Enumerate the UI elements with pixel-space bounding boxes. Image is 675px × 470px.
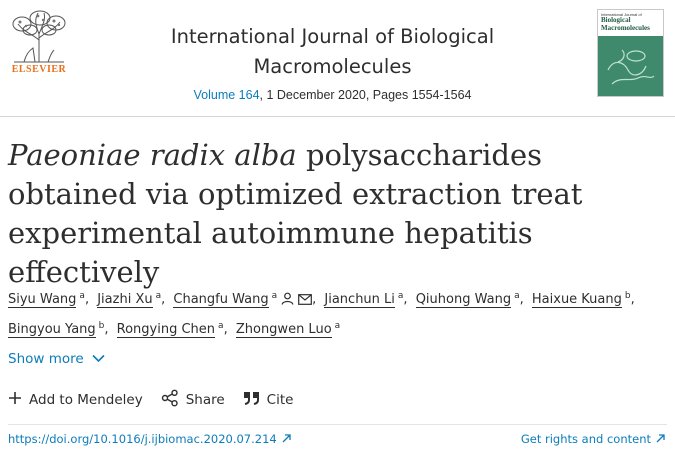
cite-button[interactable] (243, 391, 294, 409)
chevron-down-icon (92, 351, 105, 367)
author-separator: , (312, 292, 317, 307)
author[interactable] (8, 314, 104, 342)
journal-cover[interactable] (597, 9, 664, 97)
volume-link[interactable]: Volume 164 (193, 88, 260, 102)
journal-info (110, 22, 555, 102)
share-button[interactable] (161, 389, 225, 411)
cover-header (598, 10, 663, 36)
author-name[interactable]: Siyu Wang (8, 292, 77, 307)
share-icon (161, 389, 179, 411)
cover-small-text: International Journal of (601, 12, 642, 17)
author-separator: , (223, 322, 228, 337)
author-affiliation[interactable]: b (624, 291, 631, 301)
add-to-mendeley-label: Add to Mendeley (29, 392, 143, 408)
author-separator: , (84, 292, 90, 307)
rights-text: Get rights and content (520, 432, 651, 446)
envelope-icon[interactable] (298, 289, 312, 314)
author-affiliation[interactable]: a (271, 291, 278, 301)
author-name[interactable]: Jiazhi Xu (97, 292, 153, 307)
publisher-name: ELSEVIER (11, 64, 67, 75)
author[interactable] (97, 284, 161, 312)
author-name[interactable]: Changfu Wang (173, 292, 269, 307)
author-affiliation[interactable]: a (397, 291, 404, 301)
journal-title-line2: Macromolecules (253, 55, 412, 78)
author-separator: , (161, 292, 166, 307)
author-name[interactable]: Haixue Kuang (531, 292, 622, 307)
author-name[interactable]: Rongying Chen (116, 322, 216, 337)
author[interactable] (173, 284, 312, 314)
article-actions (8, 389, 311, 411)
author[interactable] (8, 284, 85, 312)
external-link-icon (282, 432, 291, 446)
author-name[interactable]: Qiuhong Wang (415, 292, 512, 307)
author-separator: , (519, 292, 524, 307)
cover-art-icon (602, 40, 660, 94)
author[interactable] (532, 284, 631, 312)
doi-link[interactable] (8, 432, 291, 446)
author-affiliation[interactable]: a (514, 291, 520, 301)
article-title (8, 136, 670, 292)
elsevier-tree-icon (8, 10, 70, 64)
author[interactable] (324, 284, 403, 312)
author-affiliation[interactable]: b (98, 321, 105, 331)
author[interactable] (117, 314, 224, 342)
show-more-label: Show more (8, 351, 84, 367)
issue-meta (110, 88, 555, 102)
author[interactable] (236, 314, 340, 342)
author-affiliation[interactable]: a (155, 291, 162, 301)
author-affiliation[interactable]: a (79, 291, 85, 301)
author-affiliation[interactable]: a (334, 321, 341, 331)
doi-text: https://doi.org/10.1016/j.ijbiomac.2020.07.214 (8, 432, 277, 446)
cover-title-line1: Biological (601, 16, 631, 24)
rights-link[interactable] (521, 432, 665, 446)
add-to-mendeley-button[interactable] (8, 391, 143, 409)
cover-title-line2: Macromolecules (601, 23, 650, 32)
author-separator: , (104, 322, 109, 337)
actions-divider (8, 424, 667, 425)
issue-info: , 1 December 2020, Pages 1554-1564 (259, 88, 472, 102)
person-icon[interactable] (281, 289, 294, 314)
plus-icon (8, 391, 22, 409)
show-more-button[interactable] (8, 351, 105, 367)
author[interactable] (416, 284, 520, 312)
author-name[interactable]: Zhongwen Luo (235, 322, 332, 337)
journal-header (0, 0, 675, 116)
external-link-icon (656, 432, 665, 446)
author-name[interactable]: Jianchun Li (324, 292, 395, 307)
journal-title-line1: International Journal of Biological (170, 25, 495, 48)
journal-title[interactable] (110, 22, 555, 82)
header-divider (0, 116, 675, 117)
author-name[interactable]: Bingyou Yang (8, 322, 96, 337)
author-list (8, 284, 668, 342)
quote-icon (243, 391, 260, 409)
article-title-italic: Paeoniae radix alba (8, 138, 297, 172)
author-separator: , (403, 292, 408, 307)
author-affiliation[interactable]: a (218, 321, 224, 331)
cite-label: Cite (266, 392, 294, 408)
share-label: Share (185, 392, 225, 408)
author-separator: , (630, 292, 635, 307)
article-title-rest: polysaccharides obtained via optimized extraction treat experimental autoimmune hepatitis effectively (8, 138, 583, 289)
